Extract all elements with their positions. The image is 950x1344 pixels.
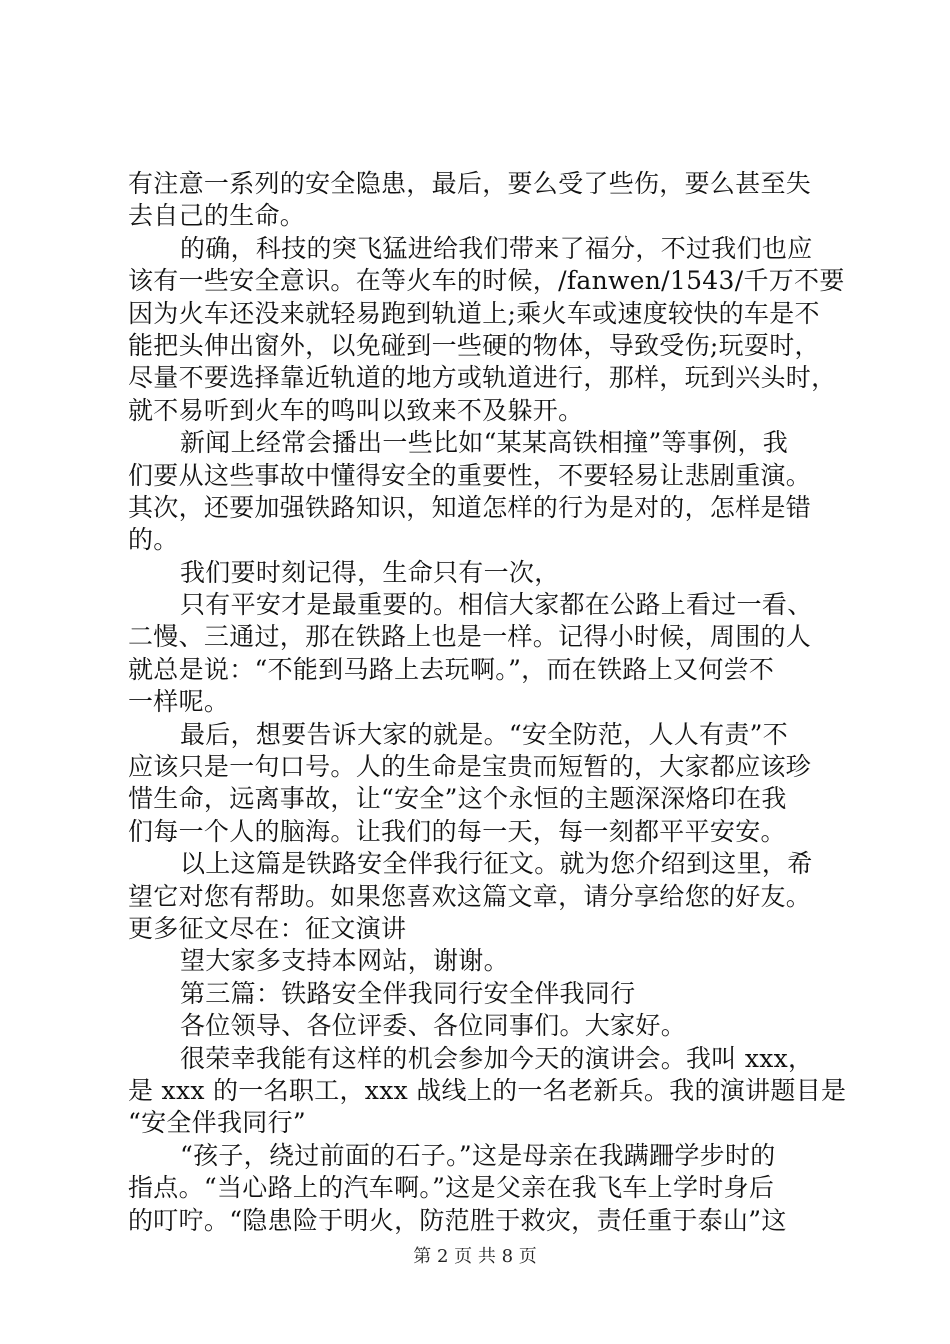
text-line: 惜生命，远离事故，让“安全”这个永恒的主题深深烙印在我	[128, 784, 787, 814]
text-line: 指点。“当心路上的汽车啊。”这是父亲在我飞车上学时身后	[128, 1173, 775, 1203]
document-body	[128, 168, 847, 1237]
text-line: 很荣幸我能有这样的机会参加今天的演讲会。我叫 xxx，	[180, 1043, 814, 1073]
text-line: 二慢、三通过，那在铁路上也是一样。记得小时候，周围的人	[128, 622, 812, 652]
text-line: 第三篇：铁路安全伴我同行安全伴我同行	[180, 978, 636, 1008]
text-line: 的叮咛。“隐患险于明火，防范胜于救灾，责任重于泰山”这	[128, 1205, 787, 1235]
text-line: 们要从这些事故中懂得安全的重要性，不要轻易让悲剧重演。	[128, 460, 812, 490]
text-line: 以上这篇是铁路安全伴我行征文。就为您介绍到这里，希	[180, 849, 813, 879]
text-line: 望它对您有帮助。如果您喜欢这篇文章，请分享给您的好友。	[128, 881, 812, 911]
text-line: 是 xxx 的一名职工，xxx 战线上的一名老新兵。我的演讲题目是	[128, 1075, 847, 1105]
text-line: 应该只是一句口号。人的生命是宝贵而短暂的，大家都应该珍	[128, 752, 812, 782]
text-line: 各位领导、各位评委、各位同事们。大家好。	[180, 1011, 687, 1041]
text-line: 们每一个人的脑海。让我们的每一天，每一刻都平平安安。	[128, 816, 786, 846]
text-line: 的确，科技的突飞猛进给我们带来了福分，不过我们也应	[180, 233, 813, 263]
page-footer: 第 2 页 共 8 页	[413, 1246, 537, 1267]
text-line: 该有一些安全意识。在等火车的时候，/fanwen/1543/千万不要	[128, 266, 845, 296]
text-line: 其次，还要加强铁路知识，知道怎样的行为是对的，怎样是错	[128, 492, 812, 522]
text-line: 因为火车还没来就轻易跑到轨道上;乘火车或速度较快的车是不	[128, 298, 820, 328]
text-line: 更多征文尽在：征文演讲	[128, 913, 407, 943]
text-line: 一样呢。	[128, 687, 230, 717]
text-line: 新闻上经常会播出一些比如“某某高铁相撞”等事例，我	[180, 428, 789, 458]
text-line: 的。	[128, 525, 179, 555]
text-line: 有注意一系列的安全隐患，最后，要么受了些伤，要么甚至失	[128, 169, 812, 198]
text-line: 去自己的生命。	[128, 201, 306, 231]
text-line: 能把头伸出窗外，以免碰到一些硬的物体，导致受伤;玩耍时，	[128, 330, 820, 360]
text-line: 就不易听到火车的鸣叫以致来不及躲开。	[128, 395, 584, 425]
text-line: “孩子，绕过前面的石子。”这是母亲在我蹒跚学步时的	[180, 1140, 776, 1170]
text-line: 我们要时刻记得，生命只有一次，	[180, 557, 560, 587]
text-line: 望大家多支持本网站，谢谢。	[180, 946, 509, 976]
text-line: 最后，想要告诉大家的就是。“安全防范，人人有责”不	[180, 719, 789, 749]
text-line: “安全伴我同行”	[128, 1108, 306, 1138]
text-line: 就总是说：“不能到马路上去玩啊。”，而在铁路上又何尝不	[128, 654, 775, 684]
text-line: 只有平安才是最重要的。相信大家都在公路上看过一看、	[180, 590, 813, 620]
text-line: 尽量不要选择靠近轨道的地方或轨道进行，那样，玩到兴头时，	[128, 363, 837, 393]
